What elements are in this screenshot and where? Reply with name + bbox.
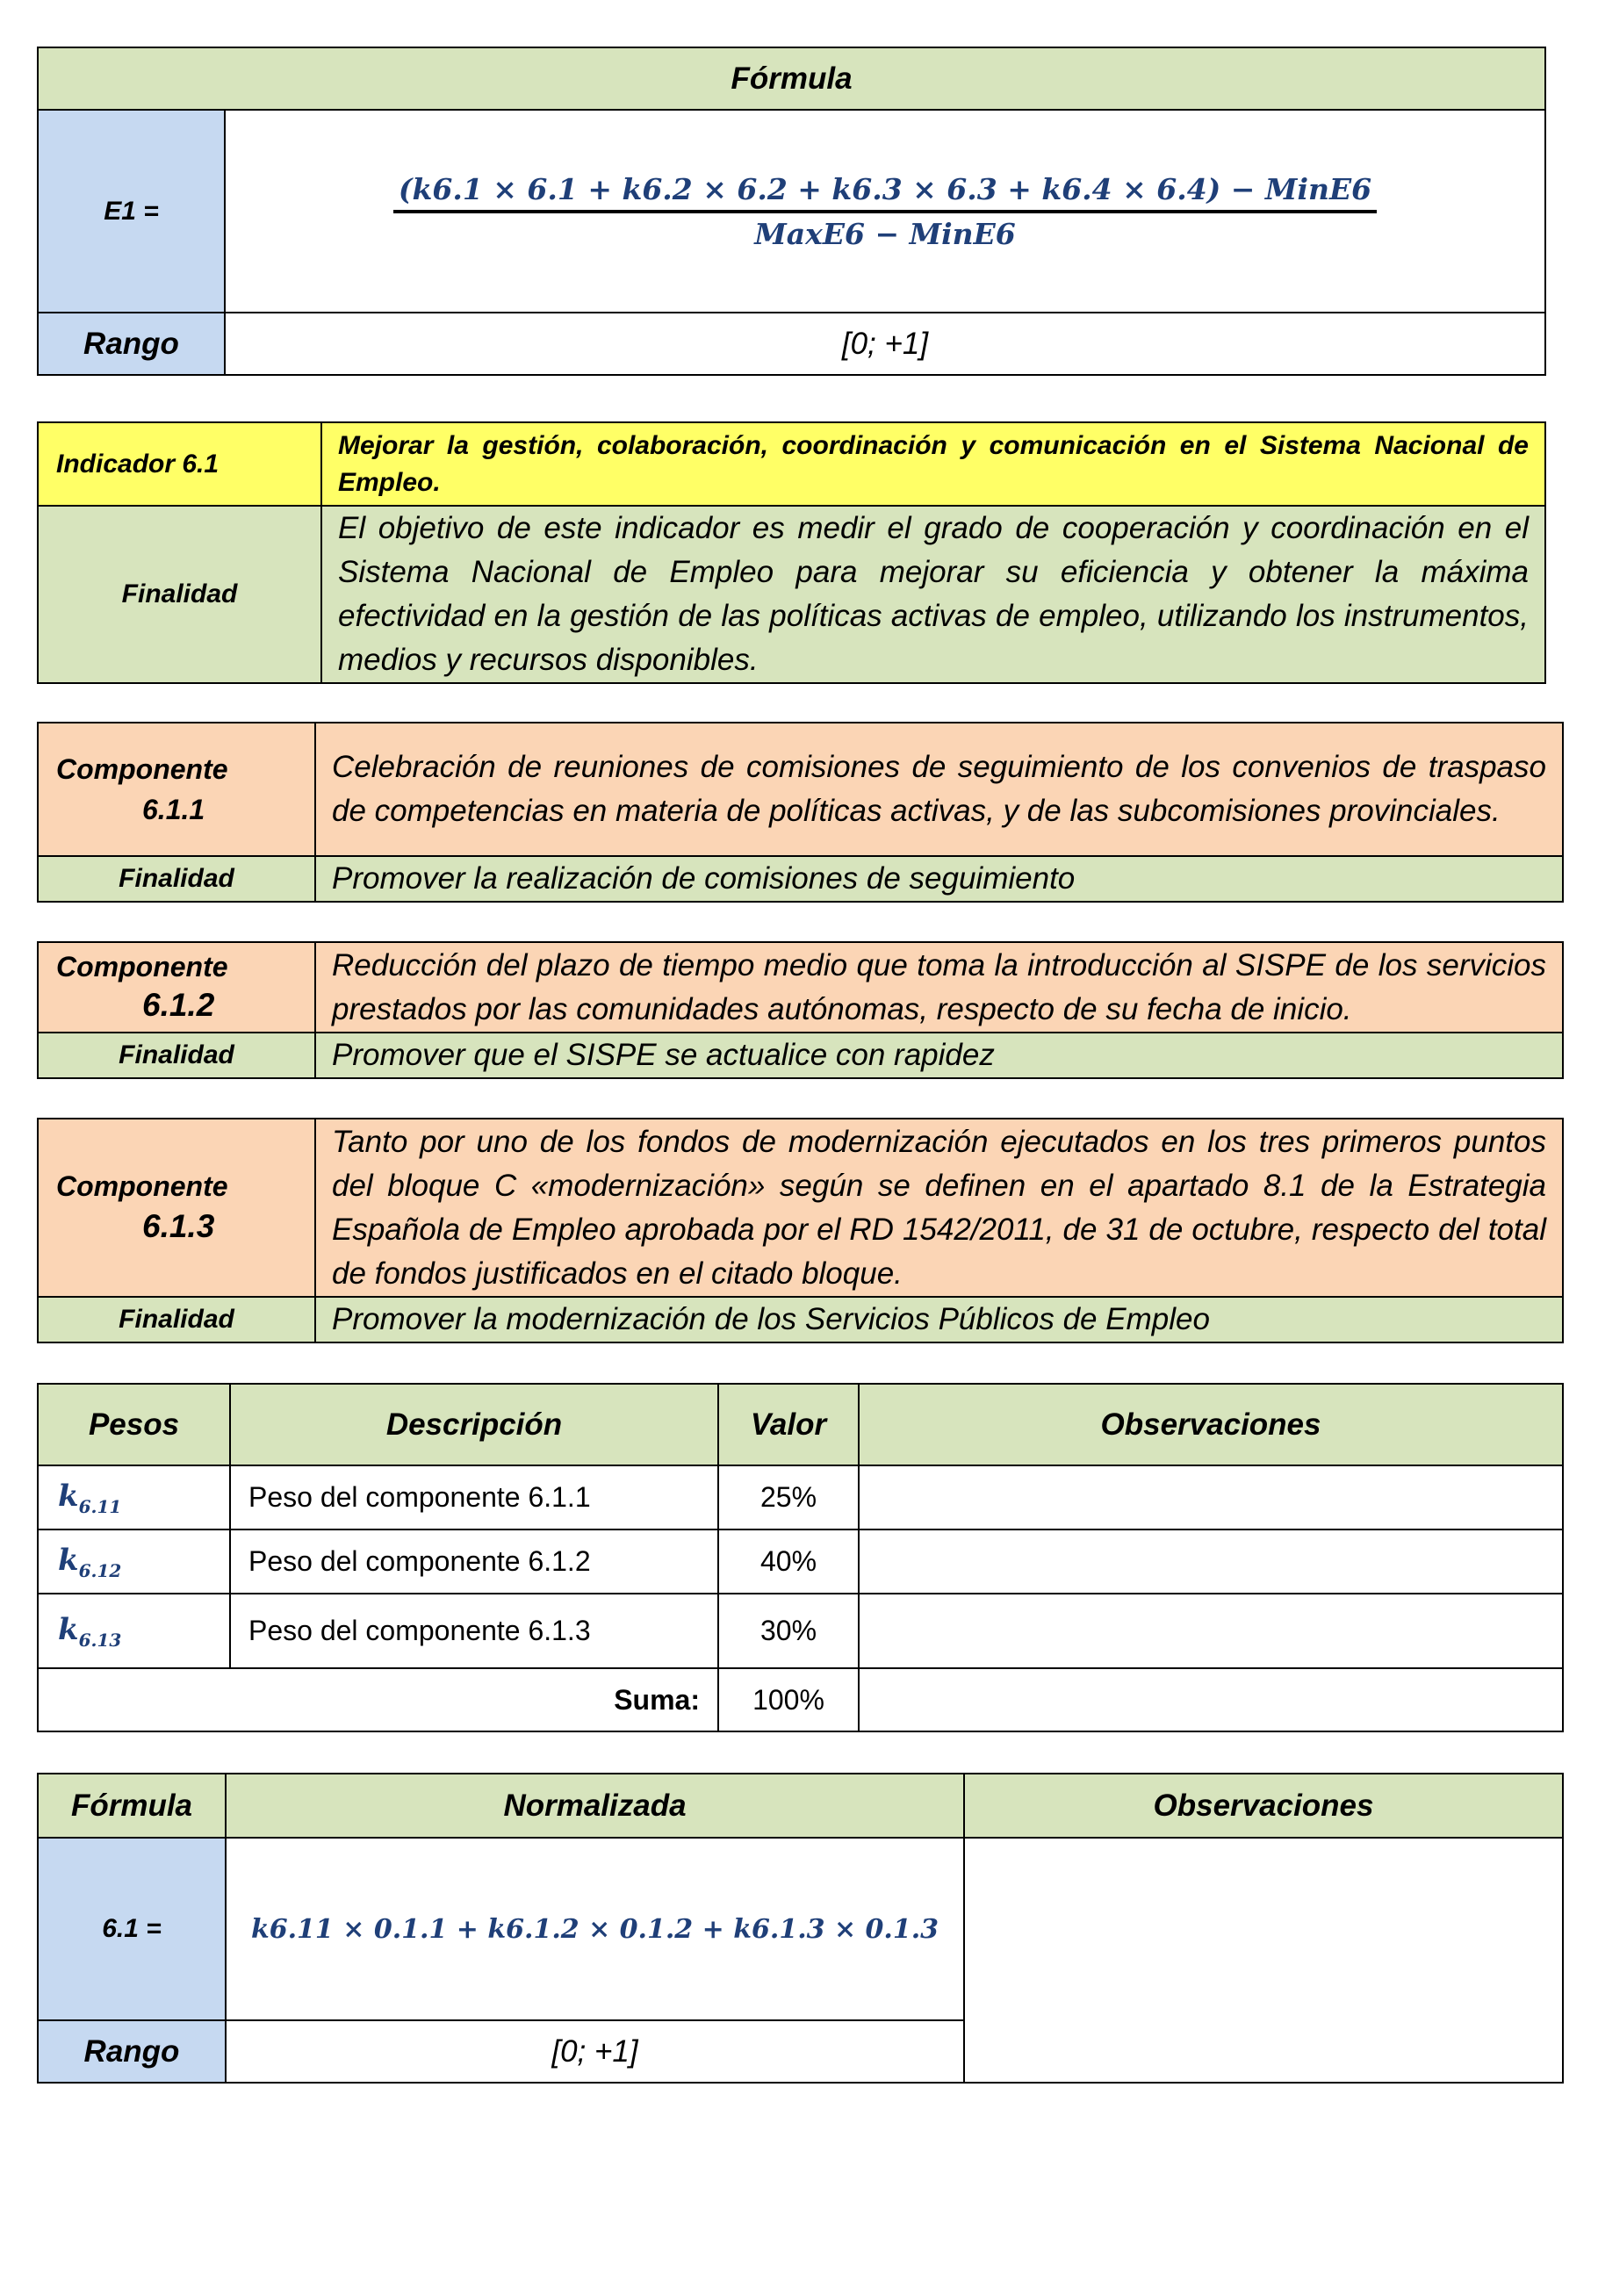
- weights-header-valor: Valor: [718, 1384, 859, 1465]
- component-611-label: [38, 723, 315, 856]
- weight-value: 25%: [718, 1465, 859, 1529]
- component-table-612: [37, 941, 1564, 1079]
- weight-desc: Peso del componente 6.1.3: [230, 1594, 718, 1668]
- e1-formula: [225, 110, 1545, 313]
- component-613-text: Tanto por uno de los fondos de modernización ejecutados en los tres primeros puntos del bloque C «modernización» según se definen en el apartado 8.1 de la Estrategia Española de Empleo aprobada por el RD 1542/2011, de 31 de octubre, respecto del total de fondos justificados en el citado bloque.: [315, 1119, 1563, 1297]
- weights-sum-obs: [859, 1668, 1563, 1731]
- weights-header-pesos: Pesos: [38, 1384, 230, 1465]
- component-table-613: [37, 1118, 1564, 1343]
- weight-obs: [859, 1529, 1563, 1594]
- formula-header: Fórmula: [38, 47, 1545, 110]
- weight-symbol: [38, 1594, 230, 1668]
- table-row: [38, 1594, 1563, 1668]
- norm-header-normalizada: Normalizada: [226, 1774, 964, 1838]
- component-612-label-num: 6.1.2: [142, 987, 215, 1023]
- weight-obs: [859, 1594, 1563, 1668]
- weights-table: [37, 1383, 1564, 1732]
- norm-label: 6.1 =: [38, 1838, 226, 2020]
- weight-desc: Peso del componente 6.1.1: [230, 1465, 718, 1529]
- indicator-finalidad-text: El objetivo de este indicador es medir el grado de cooperación y coordinación en el Sistema Nacional de Empleo para mejorar su eficiencia y obtener la máxima efectividad en la gestión de las políticas activas de empleo, utilizando los instrumentos, medios y recursos disponibles.: [321, 506, 1545, 683]
- weight-desc: Peso del componente 6.1.2: [230, 1529, 718, 1594]
- component-611-finalidad-label: Finalidad: [38, 856, 315, 902]
- indicator-finalidad-label: Finalidad: [38, 506, 321, 683]
- weights-header-descripcion: Descripción: [230, 1384, 718, 1465]
- rango-label: Rango: [38, 313, 225, 375]
- e1-fraction: [393, 172, 1377, 251]
- e1-denominator: MaxE6 − MinE6: [754, 216, 1016, 251]
- norm-header-observaciones: Observaciones: [964, 1774, 1563, 1838]
- component-613-label-word: Componente: [56, 1170, 228, 1202]
- weight-obs: [859, 1465, 1563, 1529]
- component-613-finalidad-label: Finalidad: [38, 1297, 315, 1342]
- indicator-title: Mejorar la gestión, colaboración, coordinación y comunicación en el Sistema Nacional de Empleo.: [321, 422, 1545, 506]
- component-612-finalidad-label: Finalidad: [38, 1033, 315, 1078]
- component-611-label-word: Componente: [56, 753, 228, 785]
- weight-symbol-base: k: [58, 1542, 79, 1578]
- component-613-finalidad-text: Promover la modernización de los Servicios Públicos de Empleo: [315, 1297, 1563, 1342]
- norm-observaciones: [964, 1838, 1563, 2083]
- e1-label: E1 =: [38, 110, 225, 313]
- indicator-table: [37, 421, 1546, 684]
- component-613-label: [38, 1119, 315, 1297]
- weight-symbol-base: k: [58, 1611, 79, 1647]
- component-613-label-num: 6.1.3: [142, 1208, 215, 1244]
- weights-header-observaciones: Observaciones: [859, 1384, 1563, 1465]
- component-612-text: Reducción del plazo de tiempo medio que toma la introducción al SISPE de los servicios prestados por las comunidades autónomas, respecto de su fecha de inicio.: [315, 942, 1563, 1033]
- weight-symbol-sub: 6.11: [78, 1495, 122, 1517]
- component-612-finalidad-text: Promover que el SISPE se actualice con rapidez: [315, 1033, 1563, 1078]
- normalized-formula-table: [37, 1773, 1564, 2084]
- table-row: [38, 1465, 1563, 1529]
- weight-value: 30%: [718, 1594, 859, 1668]
- weight-symbol-sub: 6.13: [78, 1629, 122, 1651]
- component-table-611: [37, 722, 1564, 903]
- weight-symbol: [38, 1529, 230, 1594]
- rango-value: [0; +1]: [225, 313, 1545, 375]
- norm-rango-value: [0; +1]: [226, 2020, 964, 2083]
- norm-formula: [226, 1838, 964, 2020]
- formula-table: [37, 47, 1546, 376]
- norm-header-formula: Fórmula: [38, 1774, 226, 1838]
- weight-symbol: [38, 1465, 230, 1529]
- norm-rango-label: Rango: [38, 2020, 226, 2083]
- component-611-label-num: 6.1.1: [142, 794, 205, 825]
- e1-numerator: (k6.1 × 6.1 + k6.2 × 6.2 + k6.3 × 6.3 + k6.4 × 6.4) − MinE6: [393, 172, 1377, 213]
- component-612-label-word: Componente: [56, 951, 228, 982]
- indicator-label: Indicador 6.1: [38, 422, 321, 506]
- component-611-text: Celebración de reuniones de comisiones de seguimiento de los convenios de traspaso de competencias en materia de políticas activas, y de las subcomisiones provinciales.: [315, 723, 1563, 856]
- weights-sum-label: Suma:: [38, 1668, 718, 1731]
- component-611-finalidad-text: Promover la realización de comisiones de seguimiento: [315, 856, 1563, 902]
- weight-symbol-base: k: [58, 1478, 79, 1514]
- weights-sum-value: 100%: [718, 1668, 859, 1731]
- norm-formula-expression: k6.11 × 0.1.1 + k6.1.2 × 0.1.2 + k6.1.3 × 0.1.3: [250, 1913, 939, 1945]
- weight-value: 40%: [718, 1529, 859, 1594]
- component-612-label: [38, 942, 315, 1033]
- table-row: [38, 1529, 1563, 1594]
- weight-symbol-sub: 6.12: [78, 1559, 122, 1581]
